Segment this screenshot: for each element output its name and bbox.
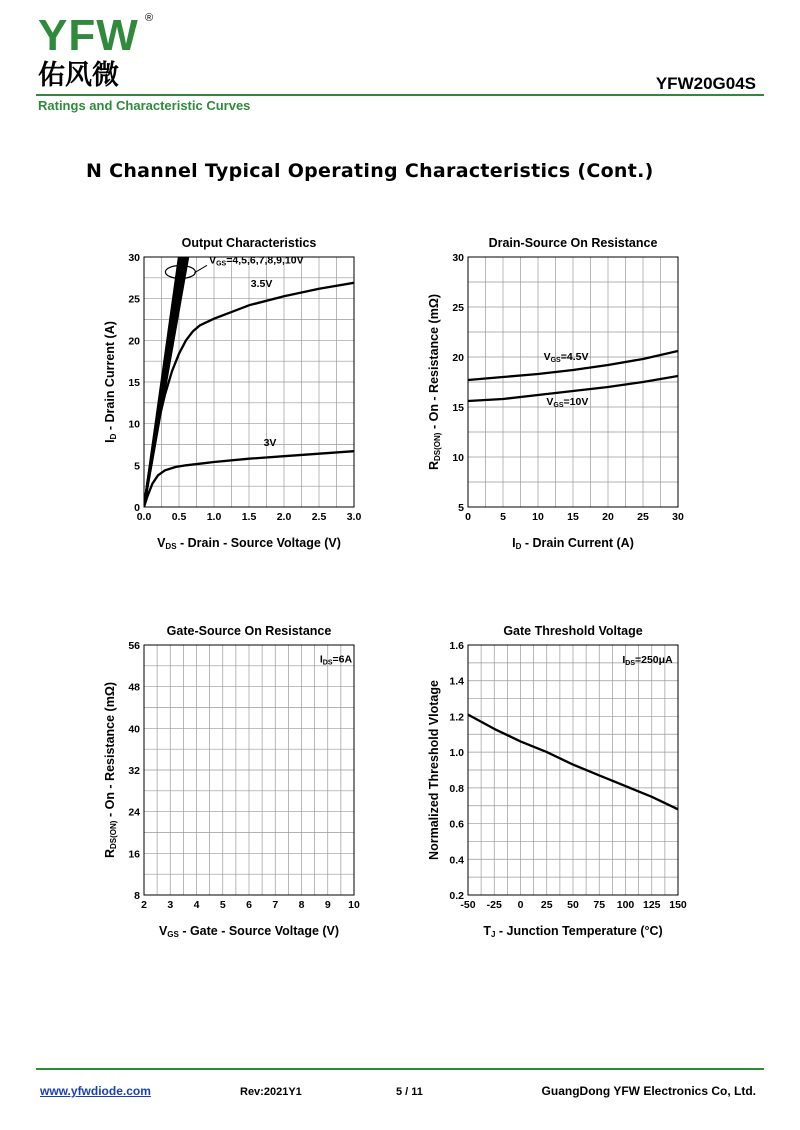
x-tick-label: 75: [593, 899, 606, 911]
page-heading: N Channel Typical Operating Characteristics (Cont.): [86, 160, 654, 182]
x-tick-label: 3.0: [346, 511, 362, 523]
gate-source-on-resistance-chart: [80, 603, 380, 948]
part-number: YFW20G04S: [655, 74, 756, 93]
y-tick-label: 1.0: [449, 747, 464, 760]
y-tick-label: 25: [128, 293, 140, 306]
y-tick-label: 0: [134, 502, 140, 514]
x-tick-label: 50: [567, 899, 579, 911]
x-tick-label: 150: [669, 899, 687, 911]
logo-chinese-name: 佑风微: [38, 60, 119, 91]
y-tick-label: 32: [128, 765, 140, 777]
x-tick-label: 0.5: [171, 511, 187, 523]
y-tick-label: 5: [458, 502, 464, 514]
footer-page-number: 5 / 11: [396, 1086, 423, 1098]
x-tick-label: 0: [517, 899, 524, 911]
y-tick-label: 1.6: [449, 640, 464, 652]
section-subtitle: Ratings and Characteristic Curves: [38, 98, 251, 113]
x-tick-label: 8: [298, 899, 305, 911]
x-axis-label: VDS - Drain - Source Voltage (V): [157, 536, 341, 551]
output-characteristics-chart: [80, 215, 380, 560]
curve-label: IDS=6A: [319, 653, 353, 667]
y-tick-label: 0.2: [449, 890, 464, 902]
y-tick-label: 8: [134, 890, 140, 902]
x-tick-label: 0: [465, 511, 471, 523]
x-axis-label: ID - Drain Current (A): [512, 536, 634, 551]
y-tick-label: 10: [452, 452, 464, 464]
y-tick-label: 5: [134, 460, 140, 473]
y-axis-label: Normalized Threshold Vlotage: [427, 680, 441, 860]
y-tick-label: 15: [452, 402, 464, 414]
y-tick-label: 30: [452, 252, 464, 264]
footer-rule: [36, 1068, 764, 1070]
y-axis-label: RDS(ON) - On - Resistance (mΩ): [427, 293, 442, 471]
x-tick-label: 1.0: [206, 511, 222, 523]
footer-website-link[interactable]: www.yfwdiode.com: [40, 1084, 151, 1098]
drain-source-on-resistance-chart: [404, 215, 704, 560]
chart-title: Output Characteristics: [181, 236, 317, 250]
x-tick-label: 2: [141, 899, 147, 911]
x-tick-label: 125: [642, 899, 661, 911]
x-tick-label: 10: [532, 511, 544, 523]
y-tick-label: 15: [128, 377, 140, 389]
y-tick-label: 1.2: [449, 711, 464, 724]
y-tick-label: 25: [452, 302, 464, 314]
chart-title: Gate-Source On Resistance: [166, 624, 332, 638]
x-tick-label: 1.5: [241, 511, 257, 523]
gate-threshold-voltage-chart: [404, 603, 704, 948]
x-tick-label: 6: [246, 899, 252, 911]
x-tick-label: 9: [324, 899, 331, 911]
x-tick-label: 30: [672, 511, 684, 523]
header-rule: [36, 94, 764, 96]
x-axis-label: VGS - Gate - Source Voltage (V): [158, 924, 340, 939]
curve-label: 3V: [263, 437, 277, 450]
x-tick-label: 5: [500, 511, 506, 523]
logo: YFW: [38, 11, 139, 60]
x-tick-label: 25: [540, 899, 553, 911]
chart-title: Gate Threshold Voltage: [503, 624, 643, 638]
y-tick-label: 10: [128, 418, 140, 431]
y-tick-label: 1.4: [449, 675, 464, 688]
x-tick-label: 7: [272, 899, 279, 911]
footer-revision: Rev:2021Y1: [240, 1086, 302, 1098]
footer-company: GuangDong YFW Electronics Co, Ltd.: [541, 1084, 756, 1098]
x-tick-label: 5: [219, 899, 226, 911]
y-tick-label: 0.6: [449, 818, 464, 831]
x-tick-label: 0.0: [136, 511, 152, 523]
curve-label: 3.5V: [250, 278, 273, 290]
chart-title: Drain-Source On Resistance: [488, 236, 658, 250]
curve-label: VGS=4.5V: [543, 351, 589, 364]
x-tick-label: 4: [193, 899, 200, 911]
x-tick-label: 20: [602, 511, 614, 523]
x-tick-label: 15: [567, 511, 579, 523]
curve-label: VGS=10V: [546, 396, 589, 409]
x-tick-label: 10: [348, 899, 360, 911]
y-tick-label: 0.8: [449, 782, 464, 795]
y-tick-label: 48: [128, 681, 140, 694]
y-axis-label: RDS(ON) - On - Resistance (mΩ): [103, 681, 118, 859]
x-tick-label: 25: [637, 511, 649, 523]
y-tick-label: 30: [128, 252, 140, 264]
y-tick-label: 0.4: [449, 854, 464, 867]
curve-label: VGS=4,5,6,7,8,9,10V: [209, 254, 304, 268]
y-tick-label: 20: [128, 335, 140, 348]
y-tick-label: 24: [128, 806, 140, 819]
x-tick-label: -25: [486, 899, 502, 911]
y-tick-label: 56: [128, 640, 140, 652]
y-tick-label: 16: [128, 848, 140, 861]
curve-label: IDS=250μA: [622, 653, 673, 667]
y-tick-label: 20: [452, 352, 464, 364]
y-tick-label: 40: [128, 723, 140, 736]
x-tick-label: 2.5: [311, 511, 327, 523]
x-axis-label: TJ - Junction Temperature (°C): [483, 924, 663, 939]
x-tick-label: 2.0: [276, 511, 292, 523]
y-axis-label: ID - Drain Current (A): [103, 321, 118, 443]
x-tick-label: 100: [616, 899, 635, 911]
registered-mark: ®: [145, 12, 154, 24]
x-tick-label: 3: [167, 899, 174, 911]
x-tick-label: -50: [460, 899, 476, 911]
